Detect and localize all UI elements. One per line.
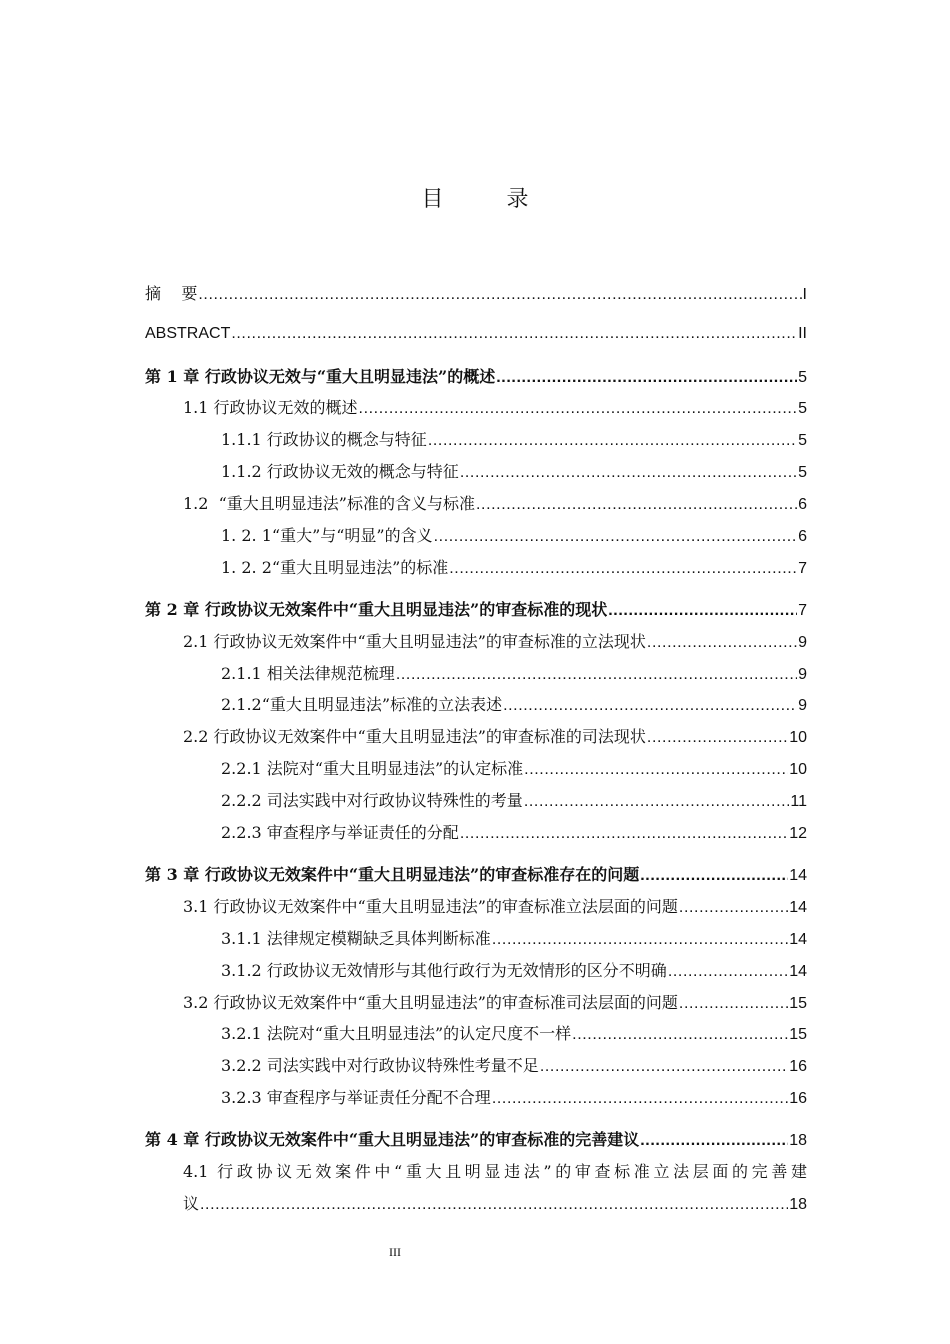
- toc-leader-dots: [198, 282, 801, 308]
- toc-leader-dots: [449, 556, 797, 582]
- toc-entry-page: 18: [789, 1196, 807, 1213]
- toc-entry-label: 2.2.1 法院对“重大且明显违法”的认定标准: [221, 759, 524, 778]
- toc-entry-label: 1. 2. 2“重大且明显违法”的标准: [221, 558, 449, 577]
- toc-entry-label: 第 4 章 行政协议无效案件中“重大且明显违法”的审查标准的完善建议: [145, 1130, 640, 1149]
- toc-entry-label: 3.1.2 行政协议无效情形与其他行政行为无效情形的区分不明确: [221, 961, 667, 980]
- toc-entry-page: 11: [790, 793, 807, 810]
- toc-entry-label: 1. 2. 1“重大”与“明显”的含义: [221, 526, 433, 545]
- toc-entry-label: 1.1.1 行政协议的概念与特征: [221, 430, 427, 449]
- toc-entry-label: 2.2.3 审查程序与举证责任的分配: [221, 823, 459, 842]
- toc-leader-dots: [524, 757, 788, 783]
- toc-leader-dots: [503, 693, 797, 719]
- toc-leader-dots: [608, 598, 797, 624]
- toc-entry-subsection[interactable]: [221, 692, 807, 718]
- toc-entry-abstract-en[interactable]: [145, 321, 807, 347]
- toc-entry-page: 15: [789, 995, 807, 1012]
- toc-entry-label: 3.2 行政协议无效案件中“重大且明显违法”的审查标准司法层面的问题: [183, 993, 678, 1012]
- toc-entry-chapter-4[interactable]: [145, 1127, 807, 1153]
- toc-entry-page: 5: [798, 369, 807, 386]
- toc-entry-subsection[interactable]: [221, 661, 807, 687]
- toc-leader-dots: [496, 365, 797, 391]
- toc-entry-subsection[interactable]: [221, 1021, 807, 1047]
- toc-entry-page: 10: [789, 729, 807, 746]
- toc-entry-label: 摘 要: [145, 284, 198, 303]
- toc-entry-page: II: [798, 325, 807, 342]
- toc-entry-label: 2.2.2 司法实践中对行政协议特殊性的考量: [221, 791, 523, 810]
- toc-entry-section-wrapped-line[interactable]: 4.1 行政协议无效案件中“重大且明显违法”的审查标准立法层面的完善建: [183, 1162, 807, 1181]
- toc-entry-page: 14: [789, 899, 807, 916]
- toc-entry-subsection[interactable]: [221, 459, 807, 485]
- toc-leader-dots: [647, 630, 797, 656]
- toc-leader-dots: [434, 524, 797, 550]
- toc-entry-page: 16: [789, 1090, 807, 1107]
- toc-entry-label: ABSTRACT: [145, 325, 231, 342]
- toc-entry-page: 9: [798, 697, 807, 714]
- toc-entry-page: 10: [789, 761, 807, 778]
- toc-entry-label: 3.1 行政协议无效案件中“重大且明显违法”的审查标准立法层面的问题: [183, 897, 678, 916]
- toc-entry-label: 2.1.1 相关法律规范梳理: [221, 664, 395, 683]
- toc-leader-dots: [679, 991, 788, 1017]
- toc-entry-label: 第 3 章 行政协议无效案件中“重大且明显违法”的审查标准存在的问题: [145, 865, 640, 884]
- toc-leader-dots: [668, 959, 788, 985]
- toc-entry-section[interactable]: [183, 395, 807, 421]
- toc-entry-subsection[interactable]: [221, 756, 807, 782]
- toc-entry-page: 7: [798, 560, 807, 577]
- toc-entry-chapter-1[interactable]: [145, 364, 807, 390]
- toc-entry-abstract-cn[interactable]: [145, 281, 807, 307]
- page-title: 目 录: [421, 187, 557, 212]
- toc-entry-page: I: [802, 286, 807, 303]
- toc-leader-dots: [476, 492, 797, 518]
- toc-entry-page: 16: [789, 1058, 807, 1075]
- toc-leader-dots: [231, 321, 797, 347]
- toc-entry-page: 14: [789, 867, 807, 884]
- toc-entry-page: 5: [798, 400, 807, 417]
- toc-entry-label: 议: [183, 1194, 200, 1213]
- toc-leader-dots: [460, 821, 788, 847]
- toc-leader-dots: [524, 789, 790, 815]
- toc-entry-label: 2.2 行政协议无效案件中“重大且明显违法”的审查标准的司法现状: [183, 727, 646, 746]
- toc-entry-section[interactable]: [183, 990, 807, 1016]
- toc-entry-label: 2.1 行政协议无效案件中“重大且明显违法”的审查标准的立法现状: [183, 632, 646, 651]
- toc-leader-dots: [572, 1022, 788, 1048]
- toc-entry-label: 3.2.2 司法实践中对行政协议特殊性考量不足: [221, 1056, 539, 1075]
- toc-entry-subsection[interactable]: [221, 820, 807, 846]
- toc-entry-section[interactable]: [183, 724, 807, 750]
- toc-entry-label: 第 2 章 行政协议无效案件中“重大且明显违法”的审查标准的现状: [145, 600, 608, 619]
- toc-entry-page: 9: [798, 666, 807, 683]
- toc-leader-dots: [428, 428, 797, 454]
- toc-entry-chapter-2[interactable]: [145, 597, 807, 623]
- toc-entry-page: 6: [798, 496, 807, 513]
- toc-entry-subsection[interactable]: [221, 523, 807, 549]
- toc-leader-dots: [640, 1128, 788, 1154]
- toc-leader-dots: [492, 927, 788, 953]
- toc-entry-page: 14: [789, 963, 807, 980]
- toc-entry-section-continuation[interactable]: [183, 1191, 807, 1217]
- toc-entry-page: 18: [789, 1132, 807, 1149]
- toc-leader-dots: [640, 863, 788, 889]
- toc-leader-dots: [200, 1192, 788, 1218]
- toc-entry-label: 3.2.1 法院对“重大且明显违法”的认定尺度不一样: [221, 1024, 572, 1043]
- toc-entry-label: 第 1 章 行政协议无效与“重大且明显违法”的概述: [145, 367, 496, 386]
- toc-entry-subsection[interactable]: [221, 427, 807, 453]
- toc-entry-page: 6: [798, 528, 807, 545]
- toc-entry-chapter-3[interactable]: [145, 862, 807, 888]
- toc-entry-subsection[interactable]: [221, 958, 807, 984]
- toc-entry-page: 12: [789, 825, 807, 842]
- toc-entry-label: 3.2.3 审查程序与举证责任分配不合理: [221, 1088, 491, 1107]
- toc-entry-subsection[interactable]: [221, 555, 807, 581]
- toc-entry-section[interactable]: [183, 491, 807, 517]
- toc-entry-page: 5: [798, 432, 807, 449]
- toc-leader-dots: [492, 1086, 788, 1112]
- toc-entry-section[interactable]: [183, 629, 807, 655]
- toc-entry-label: 1.1 行政协议无效的概述: [183, 398, 358, 417]
- toc-leader-dots: [460, 460, 797, 486]
- toc-entry-subsection[interactable]: [221, 926, 807, 952]
- toc-entry-subsection[interactable]: [221, 788, 807, 814]
- toc-entry-subsection[interactable]: [221, 1053, 807, 1079]
- toc-leader-dots: [396, 662, 797, 688]
- toc-leader-dots: [359, 396, 798, 422]
- toc-entry-page: 7: [798, 602, 807, 619]
- toc-entry-label: 1.2 “重大且明显违法”标准的含义与标准: [183, 494, 475, 513]
- toc-entry-subsection[interactable]: [221, 1085, 807, 1111]
- toc-entry-page: 15: [789, 1026, 807, 1043]
- toc-entry-page: 14: [789, 931, 807, 948]
- toc-entry-label: 2.1.2“重大且明显违法”标准的立法表述: [221, 695, 503, 714]
- toc-leader-dots: [540, 1054, 788, 1080]
- toc-entry-page: 5: [798, 464, 807, 481]
- toc-entry-page: 9: [798, 634, 807, 651]
- toc-leader-dots: [647, 725, 788, 751]
- page-number-footer: III: [389, 1245, 401, 1259]
- toc-entry-label: 3.1.1 法律规定模糊缺乏具体判断标准: [221, 929, 491, 948]
- toc-entry-section[interactable]: [183, 894, 807, 920]
- toc-leader-dots: [679, 895, 788, 921]
- toc-entry-label: 1.1.2 行政协议无效的概念与特征: [221, 462, 459, 481]
